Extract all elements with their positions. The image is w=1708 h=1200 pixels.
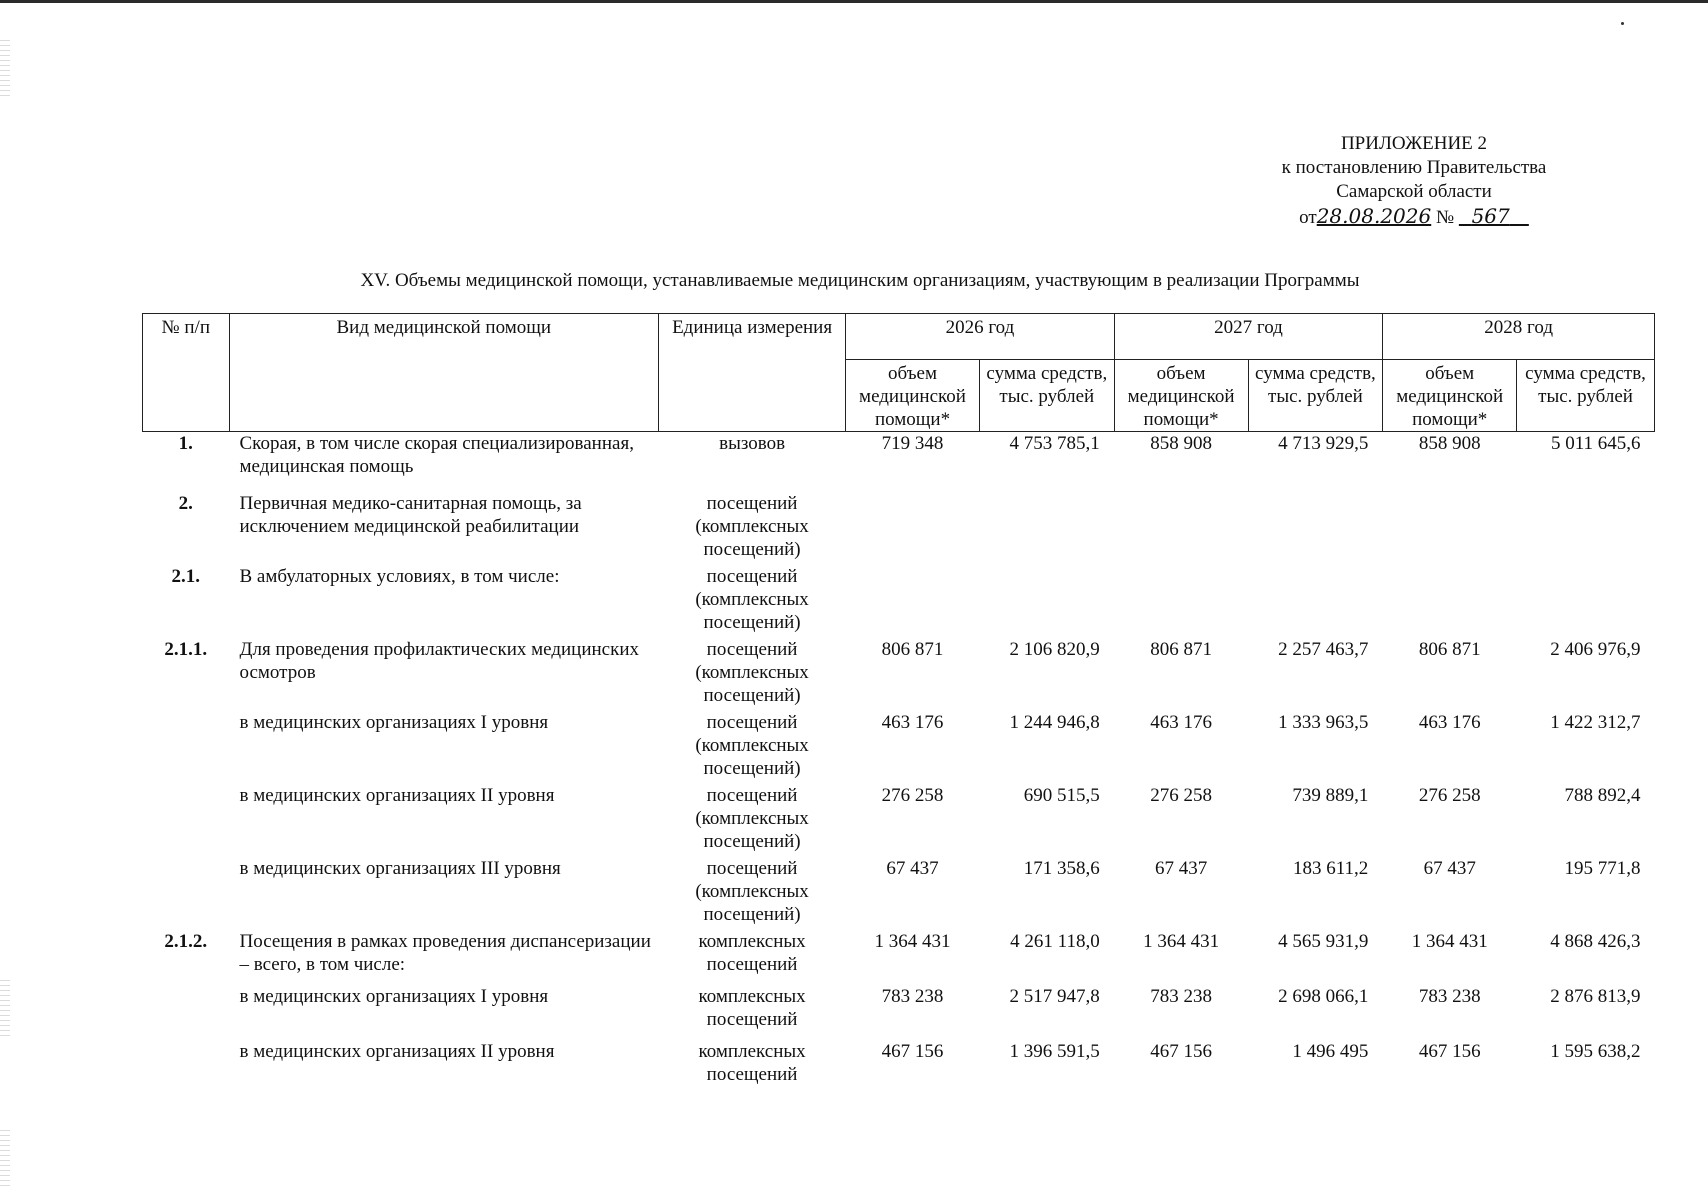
- row-unit: комплексных посещений: [698, 985, 806, 1030]
- scan-noise: [0, 40, 10, 100]
- appendix-header: [1204, 132, 1624, 230]
- row-type: Для проведения профилактических медицинских осмотров: [239, 638, 640, 683]
- number-label: №: [1435, 207, 1455, 228]
- sum-2027: [1248, 492, 1383, 565]
- header-sum: сумма средств, тыс. рублей: [979, 360, 1114, 432]
- row-unit: посещений (комплексных посещений): [695, 784, 809, 852]
- volume-2026: [846, 492, 980, 565]
- table-row: [143, 930, 1655, 985]
- sum-2026: [979, 492, 1114, 565]
- sum-2026: 2 517 947,8: [1009, 985, 1100, 1007]
- row-type: Первичная медико-санитарная помощь, за исключением медицинской реабилитации: [239, 492, 582, 537]
- sum-2028: 788 892,4: [1564, 784, 1641, 806]
- volumes-table: [142, 313, 1655, 1095]
- sum-2026: 690 515,5: [1023, 784, 1100, 806]
- sum-2028: [1517, 492, 1655, 565]
- volume-2028: 467 156: [1418, 1040, 1481, 1062]
- sum-2027: [1248, 565, 1383, 638]
- table-row: [143, 711, 1655, 784]
- row-type: в медицинских организациях III уровня: [239, 857, 561, 879]
- volume-2026: 806 871: [881, 638, 944, 660]
- appendix-title: ПРИЛОЖЕНИЕ 2: [1340, 133, 1488, 154]
- volume-2028: [1383, 492, 1517, 565]
- volume-2027: 463 176: [1150, 711, 1212, 733]
- sum-2028: 195 771,8: [1564, 857, 1641, 879]
- volume-2028: 276 258: [1418, 784, 1481, 806]
- sum-2027: 2 698 066,1: [1278, 985, 1369, 1007]
- header-type: Вид медицинской помощи: [229, 314, 659, 432]
- row-number: [143, 784, 230, 857]
- row-unit: вызовов: [719, 433, 786, 454]
- volume-2027: 467 156: [1150, 1040, 1212, 1062]
- sum-2028: 5 011 645,6: [1550, 433, 1641, 454]
- sum-2026: 171 358,6: [1023, 857, 1100, 879]
- sum-2026: 1 396 591,5: [1009, 1040, 1100, 1062]
- table-row: [143, 565, 1655, 638]
- sum-2026: 4 753 785,1: [1009, 433, 1100, 454]
- volume-2027: 806 871: [1150, 638, 1212, 660]
- volume-2026: 783 238: [881, 985, 944, 1007]
- scan-noise: [0, 1130, 10, 1190]
- table-row: [143, 857, 1655, 930]
- table-body: [143, 432, 1655, 1095]
- table-row: [143, 492, 1655, 565]
- header-sum: сумма средств, тыс. рублей: [1517, 360, 1655, 432]
- scan-noise: [0, 980, 10, 1040]
- volume-2028: 463 176: [1418, 711, 1481, 733]
- header-volume: объем медицинской помощи*: [1383, 360, 1517, 432]
- sum-2027: 4 713 929,5: [1278, 433, 1369, 454]
- volume-2028: 806 871: [1418, 638, 1481, 660]
- volume-2028: 783 238: [1418, 985, 1481, 1007]
- row-type: в медицинских организациях I уровня: [239, 985, 549, 1007]
- volume-2028: 858 908: [1418, 433, 1481, 454]
- header-volume: объем медицинской помощи*: [846, 360, 980, 432]
- section-title: XV. Объемы медицинской помощи, устанавливаемые медицинским организациям, участвующим в реализации Программы: [360, 270, 1360, 291]
- scan-dot: [1621, 22, 1624, 25]
- volume-2027: 858 908: [1150, 433, 1212, 454]
- appendix-line-3: Самарской области: [1336, 181, 1492, 202]
- row-unit: посещений (комплексных посещений): [695, 857, 809, 925]
- sum-2027: 183 611,2: [1293, 857, 1369, 879]
- volume-2028: 1 364 431: [1411, 930, 1488, 952]
- volume-2026: 276 258: [881, 784, 944, 806]
- sum-2028: 1 422 312,7: [1550, 711, 1641, 733]
- row-unit: посещений (комплексных посещений): [695, 638, 809, 706]
- header-unit: Единица измерения: [659, 314, 846, 432]
- row-number: 2.1.2.: [164, 930, 208, 952]
- row-type: Скорая, в том числе скорая специализированная, медицинская помощь: [239, 433, 634, 477]
- header-year-2027: 2027 год: [1114, 314, 1383, 360]
- table-row: [143, 432, 1655, 492]
- sum-2028: 2 876 813,9: [1550, 985, 1641, 1007]
- volume-2026: 67 437: [886, 857, 939, 879]
- volume-2026: 719 348: [881, 433, 944, 454]
- volume-2026: 463 176: [881, 711, 944, 733]
- row-type: В амбулаторных условиях, в том числе:: [239, 565, 560, 587]
- table-row: [143, 1040, 1655, 1095]
- sum-2027: 1 496 495: [1292, 1040, 1369, 1062]
- sum-2027: 1 333 963,5: [1278, 711, 1369, 733]
- decree-date: 28.08.2026: [1316, 204, 1432, 228]
- row-type: в медицинских организациях I уровня: [239, 711, 549, 733]
- table-row: [143, 985, 1655, 1040]
- sum-2028: 4 868 426,3: [1550, 930, 1641, 952]
- volume-2026: 467 156: [881, 1040, 944, 1062]
- volume-2027: 276 258: [1150, 784, 1212, 806]
- row-number: 2.1.: [171, 565, 200, 587]
- volume-2027: [1114, 492, 1248, 565]
- sum-2027: 2 257 463,7: [1278, 638, 1369, 660]
- volume-2027: [1114, 565, 1248, 638]
- header-year-2026: 2026 год: [846, 314, 1115, 360]
- row-type: в медицинских организациях II уровня: [239, 784, 555, 806]
- volume-2028: [1383, 565, 1517, 638]
- from-label: от: [1299, 207, 1317, 228]
- row-number: 2.: [178, 492, 193, 514]
- sum-2026: [979, 565, 1114, 638]
- sum-2028: [1517, 565, 1655, 638]
- appendix-line-2: к постановлению Правительства: [1281, 157, 1547, 178]
- row-number: [143, 1040, 230, 1095]
- row-type: в медицинских организациях II уровня: [239, 1040, 555, 1062]
- row-unit: посещений (комплексных посещений): [695, 711, 809, 779]
- volume-2026: [846, 565, 980, 638]
- volume-2027: 783 238: [1150, 985, 1212, 1007]
- row-number: [143, 985, 230, 1040]
- row-number: 2.1.1.: [164, 638, 208, 660]
- volume-2027: 67 437: [1154, 857, 1208, 879]
- row-unit: комплексных посещений: [698, 1040, 806, 1085]
- row-unit: посещений (комплексных посещений): [695, 492, 809, 560]
- decree-number: 567: [1471, 204, 1510, 228]
- appendix-date-line: [1204, 204, 1624, 230]
- volume-2026: 1 364 431: [874, 930, 951, 952]
- header-volume: объем медицинской помощи*: [1114, 360, 1248, 432]
- row-number: 1.: [178, 433, 193, 454]
- row-unit: комплексных посещений: [698, 930, 806, 975]
- header-sum: сумма средств, тыс. рублей: [1248, 360, 1383, 432]
- sum-2028: 1 595 638,2: [1550, 1040, 1641, 1062]
- header-num: № п/п: [143, 314, 230, 432]
- row-unit: посещений (комплексных посещений): [695, 565, 809, 633]
- table-row: [143, 784, 1655, 857]
- sum-2028: 2 406 976,9: [1550, 638, 1641, 660]
- sum-2027: 739 889,1: [1292, 784, 1369, 806]
- sum-2026: 2 106 820,9: [1009, 638, 1100, 660]
- row-type: Посещения в рамках проведения диспансеризации – всего, в том числе:: [239, 930, 651, 975]
- sum-2027: 4 565 931,9: [1278, 930, 1369, 952]
- volume-2027: 1 364 431: [1143, 930, 1220, 952]
- row-number: [143, 711, 230, 784]
- sum-2026: 1 244 946,8: [1009, 711, 1100, 733]
- sum-2026: 4 261 118,0: [1010, 930, 1100, 952]
- row-number: [143, 857, 230, 930]
- table-row: [143, 638, 1655, 711]
- header-year-2028: 2028 год: [1383, 314, 1655, 360]
- top-rule: [0, 0, 1708, 3]
- volume-2028: 67 437: [1423, 857, 1476, 879]
